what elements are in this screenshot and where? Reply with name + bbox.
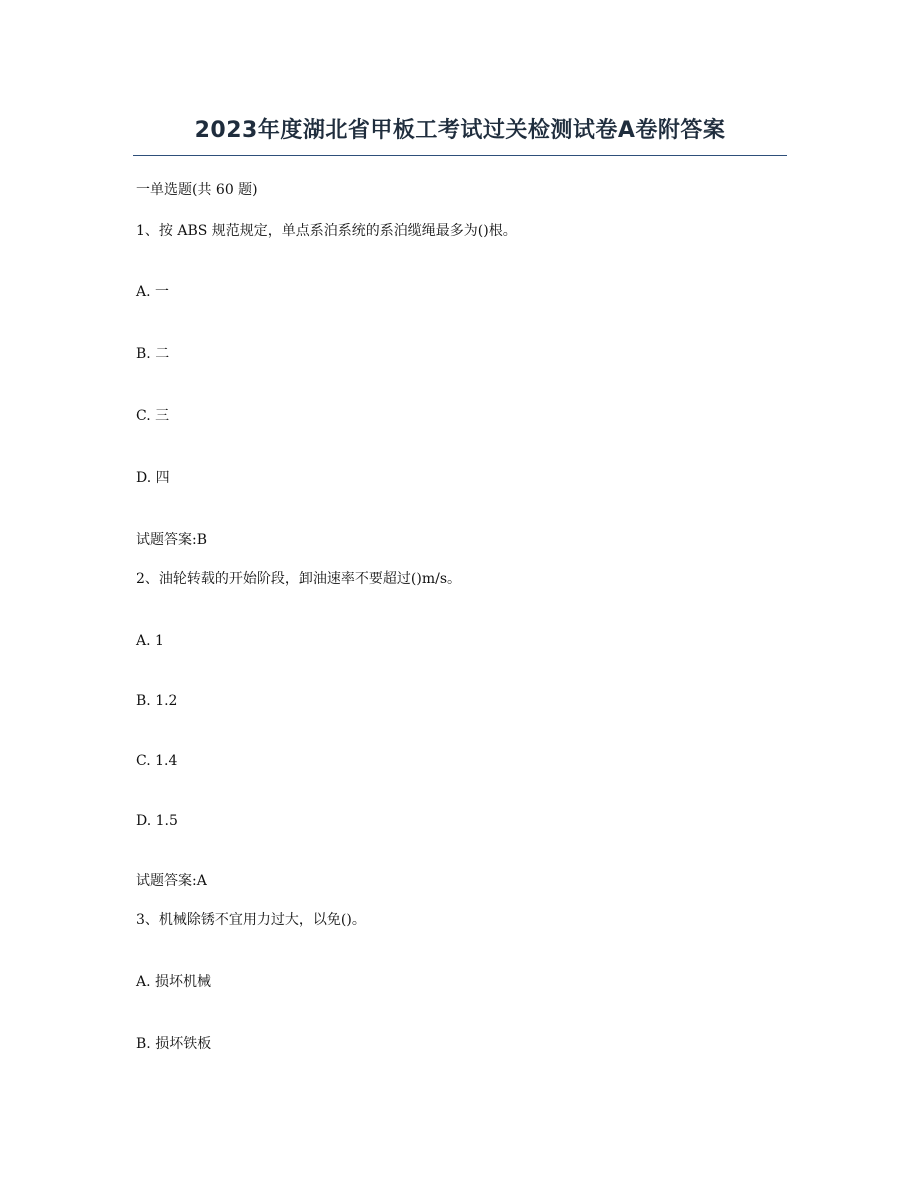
title-divider (133, 155, 787, 156)
question-3-option-a: A. 损坏机械 (136, 974, 212, 990)
question-1-option-b: B. 二 (136, 346, 170, 362)
question-2-answer: 试题答案:A (136, 873, 207, 889)
question-1-option-c: C. 三 (136, 408, 170, 424)
question-1-stem: 1、按 ABS 规范规定，单点系泊系统的系泊缆绳最多为()根。 (136, 223, 517, 239)
question-2-option-b: B. 1.2 (136, 693, 178, 709)
question-1-option-d: D. 四 (136, 470, 170, 486)
question-3-stem: 3、机械除锈不宜用力过大，以免()。 (136, 912, 366, 928)
question-3-option-b: B. 损坏铁板 (136, 1036, 212, 1052)
question-2-option-d: D. 1.5 (136, 813, 178, 829)
question-1-answer: 试题答案:B (136, 532, 208, 548)
question-2-stem: 2、油轮转载的开始阶段，卸油速率不要超过()m/s。 (136, 571, 462, 587)
question-2-option-a: A. 1 (136, 633, 164, 649)
question-2-option-c: C. 1.4 (136, 753, 178, 769)
section-heading: 一单选题(共 60 题) (136, 182, 258, 198)
question-1-option-a: A. 一 (136, 284, 170, 300)
page-title: 2023年度湖北省甲板工考试过关检测试卷A卷附答案 (194, 118, 726, 143)
